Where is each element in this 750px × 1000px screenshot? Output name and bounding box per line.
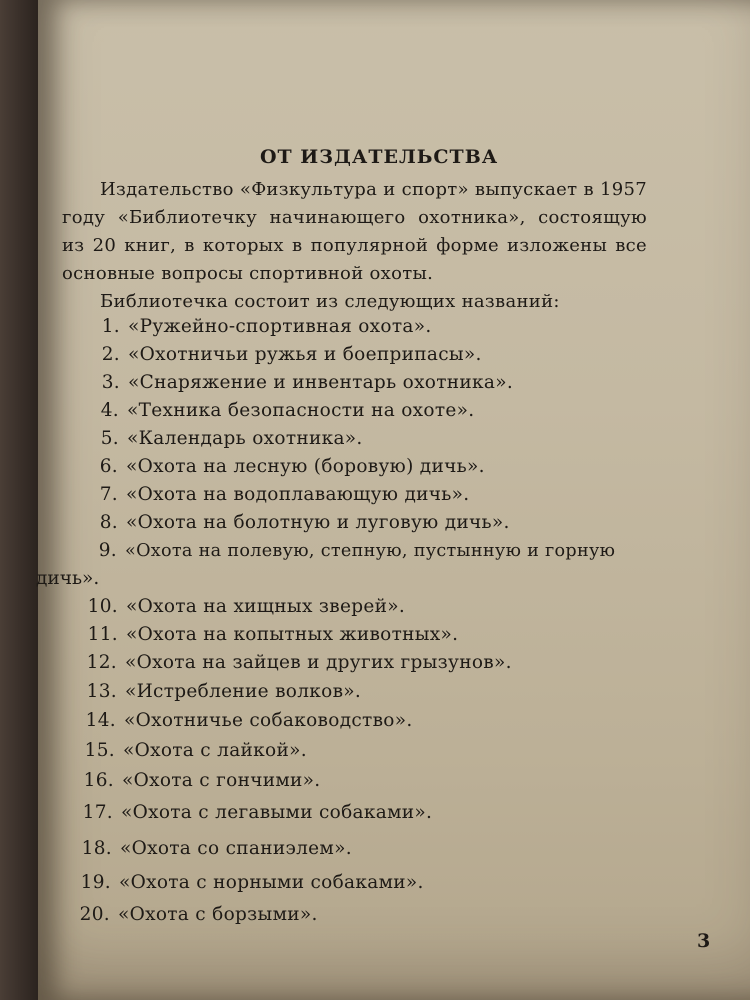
- page-number: 3: [697, 930, 711, 952]
- item-number: 17.: [82, 802, 113, 823]
- item-title: «Охота на полевую, степную, пустынную и горную: [125, 541, 616, 561]
- item-number: 3.: [101, 372, 120, 393]
- list-item: [77, 540, 615, 561]
- item-title: «Охота с борзыми».: [118, 904, 318, 925]
- item-number: 13.: [86, 681, 117, 702]
- item-title: «Охота на хищных зверей».: [126, 596, 406, 617]
- list-intro: Библиотечка состоит из следующих названий:: [100, 291, 560, 312]
- item-number: 10.: [87, 596, 118, 617]
- item-title: «Охотничье собаководство».: [124, 710, 413, 731]
- list-item: [78, 512, 510, 533]
- item-number: 11.: [87, 624, 118, 645]
- item-title: «Охота на водоплавающую дичь».: [126, 484, 470, 505]
- list-item: [69, 652, 512, 673]
- item-number: 4.: [100, 400, 119, 421]
- list-item: [80, 344, 482, 365]
- list-item: [80, 316, 432, 337]
- item-number: 8.: [99, 512, 118, 533]
- item-title: «Охота на лесную (боровую) дичь».: [126, 456, 485, 477]
- item-title: «Охота с легавыми собаками».: [121, 802, 433, 823]
- item-title: «Истребление волков».: [125, 681, 362, 702]
- list-item: [80, 372, 513, 393]
- list-item: [78, 456, 485, 477]
- item-number: 18.: [81, 838, 112, 859]
- item-number: 19.: [80, 872, 111, 893]
- list-item: [66, 770, 321, 791]
- item-number: 12.: [86, 652, 117, 673]
- list-item: [65, 802, 432, 823]
- item-title: «Охота с гончими».: [122, 770, 321, 791]
- item-title: «Техника безопасности на охоте».: [127, 400, 475, 421]
- item-number: 1.: [101, 316, 120, 337]
- item-title: «Охота со спаниэлем».: [120, 838, 352, 859]
- intro-paragraph: Издательство «Физкультура и спорт» выпускает в 1957 году «Библиотечку начинающего охотника», состоящую из 20 книг, в которых в популярной форме изложены все основные вопросы спортивной охоты.: [62, 179, 647, 284]
- item-title: «Охота на зайцев и других грызунов».: [125, 652, 512, 673]
- item-number: 9.: [98, 540, 117, 561]
- list-item: [67, 740, 307, 761]
- item-title: «Календарь охотника».: [127, 428, 363, 449]
- list-item: [64, 838, 352, 859]
- item-title: «Снаряжение и инвентарь охотника».: [128, 372, 514, 393]
- list-item: [68, 710, 413, 731]
- list-item: [79, 400, 474, 421]
- list-item: [78, 484, 469, 505]
- list-item: [70, 624, 458, 645]
- list-item: [79, 428, 363, 449]
- item-title: «Охота на болотную и луговую дичь».: [126, 512, 510, 533]
- item-continuation: дичь».: [36, 568, 100, 589]
- list-item: [70, 596, 405, 617]
- item-number: 7.: [99, 484, 118, 505]
- item-number: 20.: [79, 904, 110, 925]
- item-number: 2.: [101, 344, 120, 365]
- item-title: «Охота на копытных животных».: [126, 624, 459, 645]
- item-number: 15.: [84, 740, 115, 761]
- item-number: 14.: [85, 710, 116, 731]
- item-number: 16.: [83, 770, 114, 791]
- page-heading: ОТ ИЗДАТЕЛЬСТВА: [260, 146, 499, 168]
- item-number: 6.: [99, 456, 118, 477]
- item-title: «Охота с норными собаками».: [119, 872, 424, 893]
- item-title: «Ружейно-спортивная охота».: [128, 316, 432, 337]
- item-title: «Охота с лайкой».: [123, 740, 307, 761]
- item-title: «Охотничьи ружья и боеприпасы».: [128, 344, 482, 365]
- list-item: [69, 681, 361, 702]
- list-item: [62, 904, 318, 925]
- list-item: [63, 872, 424, 893]
- item-number: 5.: [100, 428, 119, 449]
